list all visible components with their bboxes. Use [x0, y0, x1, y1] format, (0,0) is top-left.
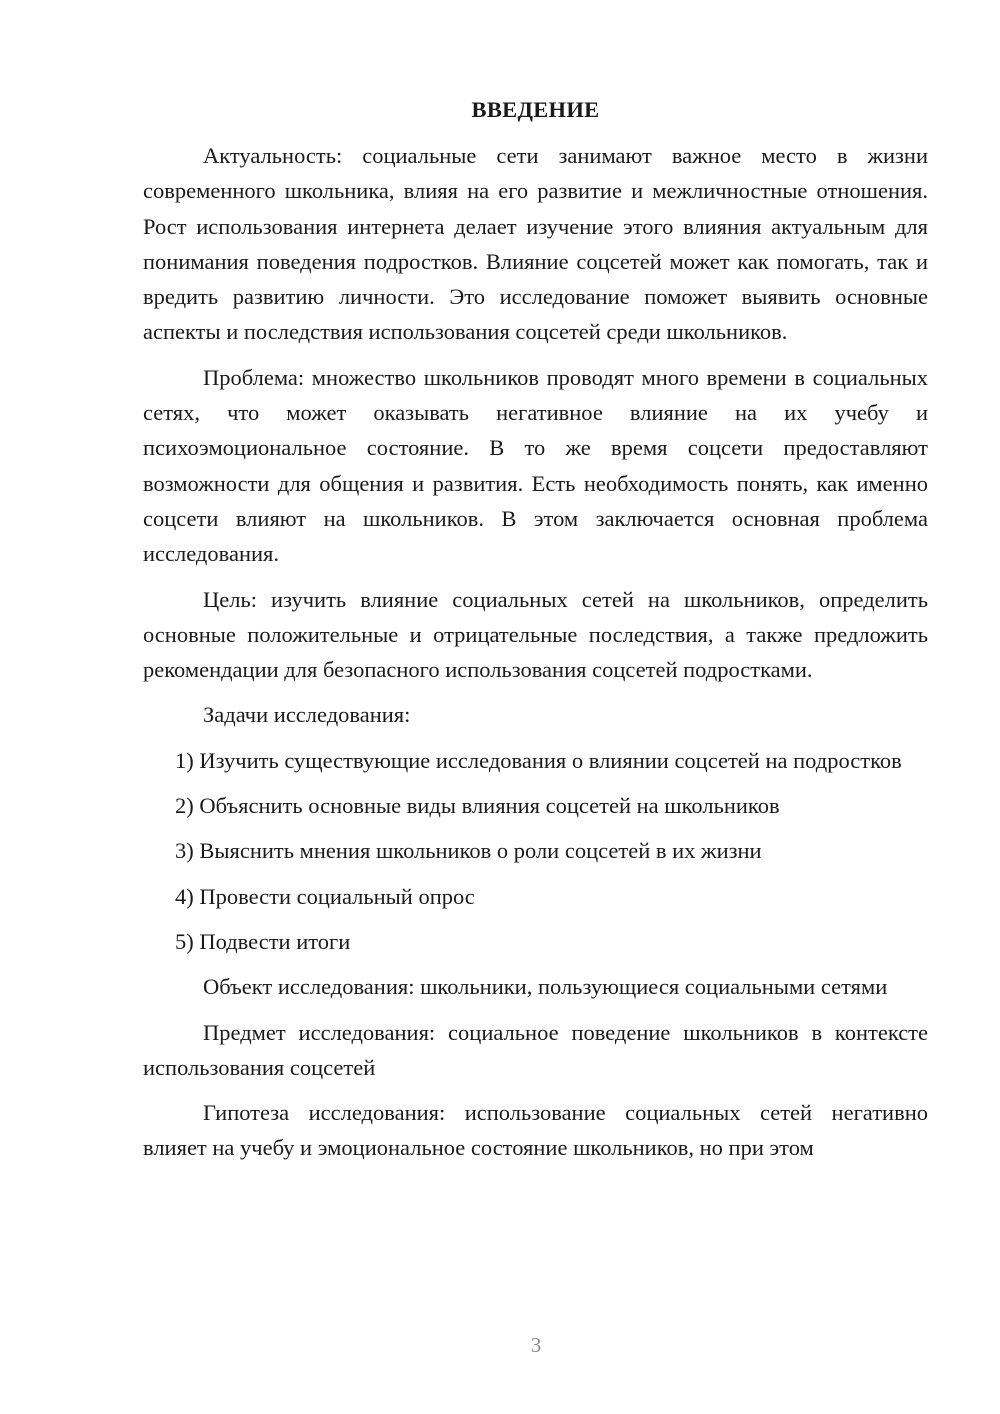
paragraph-object: Объект исследования: школьники, пользующиеся социальными сетями [203, 974, 888, 1000]
task-item-5: 5) Подвести итоги [175, 928, 351, 954]
paragraph-goal: Цель: изучить влияние социальных сетей на школьников, определить основные положительные и отрицательные последствия, а также предложить рекомендации для безопасного использования соцсетей подростками. [143, 586, 928, 683]
task-item-3: 3) Выяснить мнения школьников о роли соцсетей в их жизни [175, 838, 762, 864]
page-number: 3 [530, 1333, 542, 1357]
paragraph-relevance: Актуальность: социальные сети занимают важное место в жизни современного школьника, влияя на его развитие и межличностные отношения. Рост использования интернета делает изучение этого влияния актуальным для понимания поведения подростков. Влияние соцсетей может как помогать, так и вредить развитию личности. Это исследование поможет выявить основные аспекты и последствия использования соцсетей среди школьников. [143, 143, 928, 345]
task-item-4: 4) Провести социальный опрос [175, 883, 475, 909]
paragraph-hypothesis: Гипотеза исследования: использование социальных сетей негативно влияет на учебу и эмоциональное состояние школьников, но при этом [143, 1100, 928, 1161]
task-item-2: 2) Объяснить основные виды влияния соцсетей на школьников [175, 793, 780, 819]
paragraph-problem: Проблема: множество школьников проводят много времени в социальных сетях, что может оказывать негативное влияние на их учебу и психоэмоциональное состояние. В то же время соцсети предоставляют возможности для общения и развития. Есть необходимость понять, как именно соцсети влияют на школьников. В этом заключается основная проблема исследования. [143, 364, 928, 567]
section-heading: ВВЕДЕНИЕ [471, 97, 600, 122]
document-page [143, 92, 928, 1176]
task-item-1: 1) Изучить существующие исследования о влиянии соцсетей на подростков [175, 747, 902, 773]
paragraph-subject: Предмет исследования: социальное поведение школьников в контексте использования соцсетей [143, 1019, 928, 1080]
tasks-title: Задачи исследования: [203, 702, 411, 728]
